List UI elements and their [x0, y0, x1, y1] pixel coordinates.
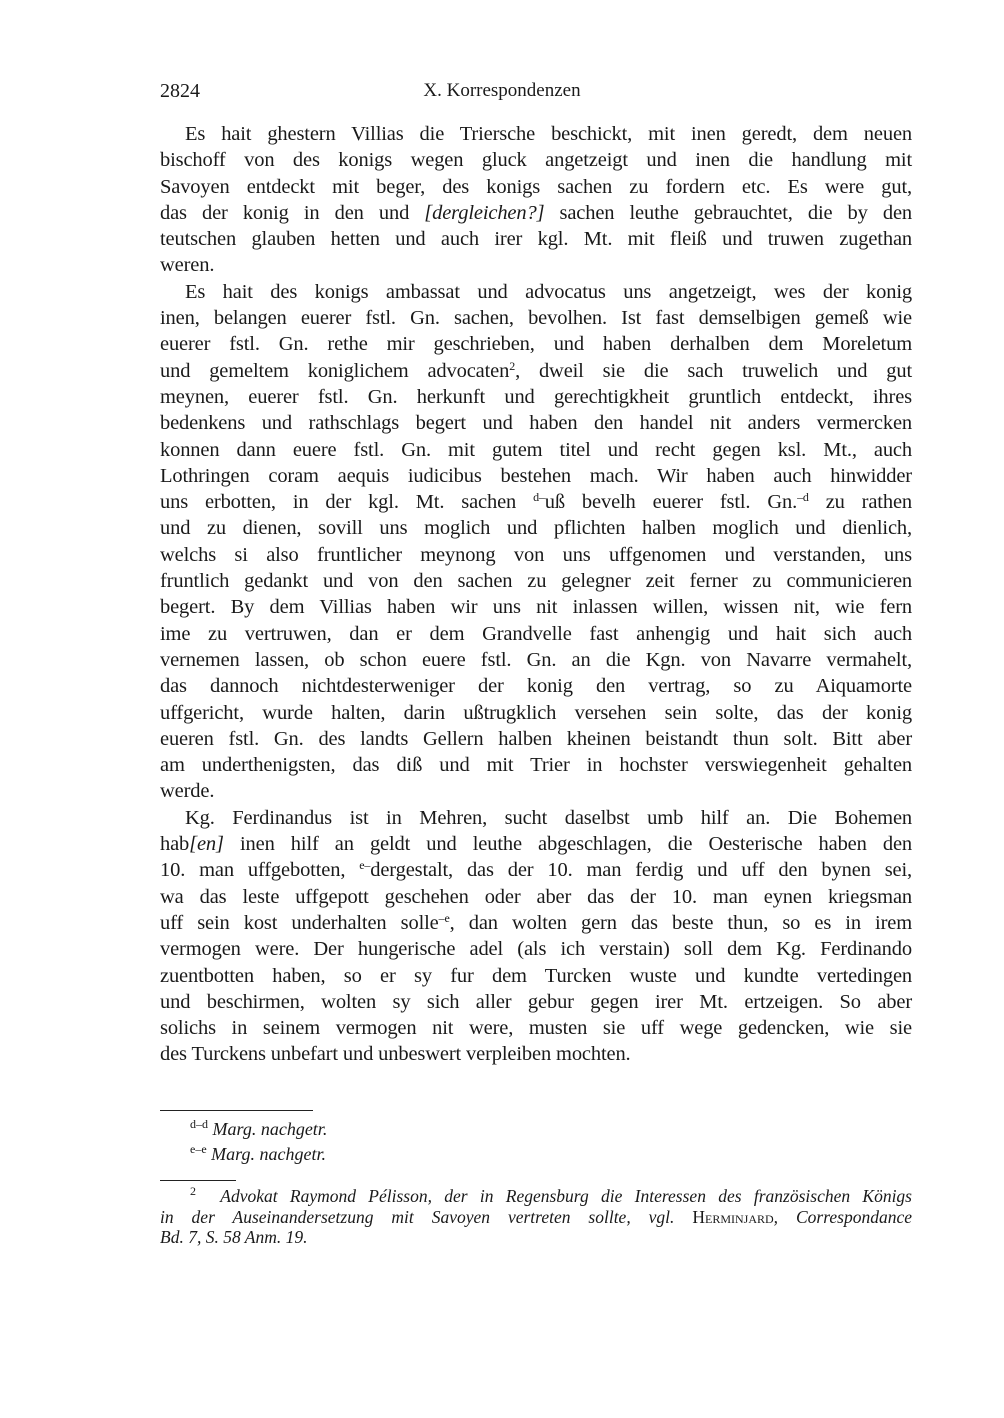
text-segment: das dannoch nichtdesterweniger der konig den vertrag, so zu Aiquamorte: [160, 675, 912, 698]
text-segment: Kg. Ferdinandus ist in Mehren, sucht daselbst umb hilf an. Die Bohemen: [185, 806, 912, 829]
footnote-number: 2: [190, 1184, 196, 1198]
text-line: [160, 410, 912, 436]
text-line: [160, 200, 912, 226]
text-line: [160, 121, 912, 147]
apparatus-text: Marg. nachgetr.: [212, 1119, 328, 1139]
text-line: [160, 542, 912, 568]
text-line: [160, 726, 912, 752]
text-segment: zuentbotten haben, so er sy fur dem Turcken wuste und kundte vertedingen: [160, 964, 912, 987]
italic-text: [en]: [189, 833, 224, 856]
text-line: [160, 252, 912, 278]
text-segment: und zu dienen, sovill uns moglich und pflichten halben moglich und dienlich,: [160, 517, 912, 540]
text-segment: und gemeltem koniglichem advocaten: [160, 359, 510, 382]
text-segment: ime zu vertruwen, dan er dem Grandvelle fast anhengig und hait sich auch: [160, 622, 912, 645]
text-segment: das der konig in den und: [160, 201, 425, 224]
text-segment: bedenkens und rathschlags begert und haben den handel nit anders vermercken: [160, 412, 912, 435]
text-segment: bischoff von des konigs wegen gluck angetzeigt und inen die handlung mit: [160, 149, 912, 172]
apparatus-text: Marg. nachgetr.: [211, 1144, 326, 1164]
text-line: [160, 621, 912, 647]
footnote-line: [160, 1186, 912, 1207]
text-line: [160, 910, 912, 936]
text-line: [160, 1041, 912, 1067]
apparatus-notes: [160, 1117, 912, 1167]
text-line: [160, 1015, 912, 1041]
text-line: [160, 700, 912, 726]
text-line: [160, 805, 912, 831]
apparatus-note: [160, 1117, 912, 1142]
text-line: [160, 358, 912, 384]
text-line: [160, 568, 912, 594]
apparatus-mark: e–e: [190, 1142, 207, 1156]
text-line: [160, 515, 912, 541]
text-segment: und beschirmen, wolten sy sich aller gebur gegen irer Mt. ertzeigen. So aber: [160, 990, 912, 1013]
footnote-line: [160, 1227, 912, 1248]
apparatus-note: [160, 1142, 912, 1167]
text-line: [160, 963, 912, 989]
text-line: [160, 305, 912, 331]
text-segment: in der Auseinandersetzung mit Savoyen vertreten sollte, vgl.: [160, 1206, 693, 1227]
text-line: [160, 936, 912, 962]
text-segment: hab: [160, 833, 190, 856]
text-segment: Bd. 7, S. 58 Anm. 19.: [160, 1227, 308, 1247]
footnote-rule: [160, 1180, 236, 1181]
text-segment: des Turckens unbefart und unbeswert verpleiben mochten.: [160, 1043, 631, 1066]
text-segment: fruntlich gedankt und von den sachen zu gelegner zeit ferner zu communicieren: [160, 570, 912, 593]
superscript-mark: –d: [797, 490, 809, 505]
text-segment: vernemen lassen, ob schon euere fstl. Gn. an die Kgn. von Navarre vermahelt,: [160, 648, 912, 671]
text-line: [160, 463, 912, 489]
text-segment: inen, belangen euerer fstl. Gn. sachen, bevolhen. Ist fast demselbigen gemeß wie: [160, 307, 912, 330]
running-title: X. Korrespondenzen: [423, 80, 581, 101]
text-segment: , dan wolten gern das beste thun, so es in irem: [449, 911, 913, 934]
paragraph: [160, 805, 912, 1068]
text-segment: am underthenigsten, das diß und mit Trier in hochster verswiegenheit gehalten: [160, 754, 912, 777]
text-line: [160, 594, 912, 620]
text-segment: begert. By dem Villias haben wir uns nit inlassen willen, wissen nit, wie fern: [160, 596, 912, 619]
text-segment: meynen, euerer fstl. Gn. herkunft und gerechtigkheit gruntlich entdeckt, ihres: [160, 385, 912, 408]
text-segment: welchs si also fruntlicher meynong von uns uffgenomen und verstanden, uns: [160, 543, 912, 566]
text-line: [160, 279, 912, 305]
text-line: [160, 647, 912, 673]
text-segment: Es hait ghestern Villias die Triersche beschickt, mit inen geredt, dem neuen: [185, 123, 912, 145]
superscript-mark: d–: [533, 490, 545, 505]
text-line: [160, 331, 912, 357]
text-segment: solichs in seinem vermogen nit were, musten sie uff wege gedencken, wie sie: [160, 1017, 912, 1040]
author-name: Herminjard: [692, 1206, 774, 1227]
text-segment: Advokat Raymond Pélisson, der in Regensburg die Interessen des französischen Königs: [220, 1186, 912, 1206]
superscript-mark: 2: [509, 358, 516, 373]
text-segment: zu rathen: [808, 491, 913, 514]
text-segment: dergestalt, das der 10. man ferdig und uff den bynen sei,: [370, 859, 912, 882]
text-segment: uffgericht, wurde halten, darin ußtrugklich versehen sein solte, das der konig: [160, 701, 912, 724]
superscript-mark: e–: [359, 858, 371, 873]
page-number: 2824: [160, 80, 200, 102]
text-segment: uff sein kost underhalten solle: [160, 911, 439, 934]
text-segment: euerer fstl. Gn. rethe mir geschrieben, und haben derhalben dem Moreletum: [160, 333, 912, 356]
text-line: [160, 147, 912, 173]
text-line: [160, 884, 912, 910]
text-segment: Lothringen coram aequis iudicibus bestehen mach. Wir haben auch hinwidder: [160, 464, 912, 487]
text-line: [160, 831, 912, 857]
text-segment: eueren fstl. Gn. des landts Gellern halben kheinen beistandt thun solt. Bitt aber: [160, 727, 912, 750]
text-segment: Es hait des konigs ambassat und advocatus uns angetzeigt, wes der konig: [185, 280, 912, 303]
text-line: [160, 673, 912, 699]
text-segment: sachen leuthe gebrauchtet, die by den: [544, 201, 912, 224]
text-line: [160, 384, 912, 410]
text-segment: uns erbotten, in der kgl. Mt. sachen: [160, 491, 534, 514]
text-segment: , Correspondance: [773, 1206, 912, 1227]
paragraph: [160, 121, 912, 279]
apparatus-mark: d–d: [190, 1117, 208, 1131]
main-text: [160, 121, 912, 1068]
text-segment: werde.: [160, 780, 215, 803]
italic-text: [dergleichen?]: [424, 201, 545, 224]
text-line: [160, 489, 912, 515]
text-line: [160, 437, 912, 463]
footnote-line: [160, 1207, 912, 1228]
text-segment: teutschen glauben hetten und auch irer kgl. Mt. mit fleiß und truwen zugethan: [160, 228, 912, 251]
text-segment: konnen dann euere fstl. Gn. mit gutem titel und recht gegen ksl. Mt., auch: [160, 438, 912, 461]
text-segment: wa das leste uffgepott geschehen oder aber das der 10. man eynen kriegsman: [160, 885, 912, 908]
text-segment: vermogen were. Der hungerische adel (als ich verstain) soll dem Kg. Ferdinando: [160, 938, 912, 961]
text-segment: , dweil sie die sach truwelich und gut: [515, 359, 912, 382]
text-segment: uß bevelh euerer fstl. Gn.: [544, 491, 798, 514]
text-segment: 10. man uffgebotten,: [160, 859, 360, 882]
text-line: [160, 174, 912, 200]
text-segment: weren.: [160, 254, 215, 277]
paragraph: [160, 279, 912, 805]
text-line: [160, 752, 912, 778]
text-line: [160, 857, 912, 883]
superscript-mark: –e: [438, 910, 450, 925]
text-line: [160, 778, 912, 804]
text-line: [160, 226, 912, 252]
text-segment: inen hilf an geldt und leuthe abgeschlagen, die Oesterische haben den: [223, 833, 912, 856]
text-segment: Savoyen entdeckt mit beger, des konigs sachen zu fordern etc. Es were gut,: [160, 175, 912, 198]
footnote-2: [160, 1186, 912, 1248]
apparatus-rule: [160, 1110, 313, 1111]
text-line: [160, 989, 912, 1015]
